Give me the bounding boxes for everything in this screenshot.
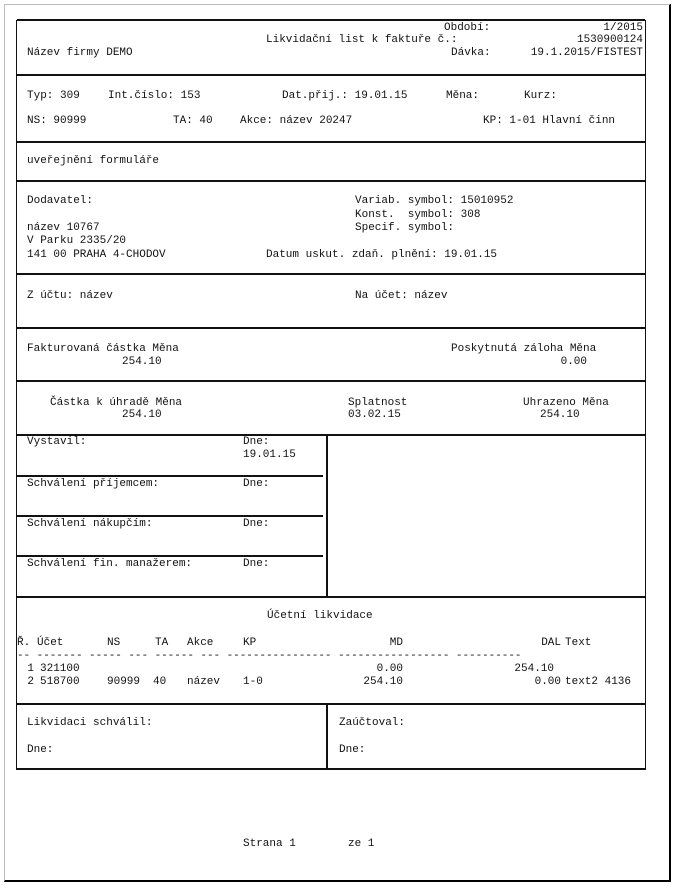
approval-issued-date: 19.01.15	[243, 449, 296, 461]
period-value: 1/2015	[603, 22, 643, 34]
to-pay-value: 254.10	[122, 409, 162, 421]
approvals-divider	[326, 436, 328, 596]
ledger-header-md: MD	[389, 637, 403, 649]
row-kp: 1-0	[243, 676, 263, 688]
approval-finance-date-label: Dne:	[243, 558, 270, 570]
page-number: Strana 1	[243, 838, 296, 850]
konst-symbol: Konst. symbol: 308	[355, 209, 481, 221]
ns-field: NS: 90999	[27, 115, 87, 127]
row-ucet: 518700	[40, 676, 80, 688]
akce-field: Akce: název 20247	[240, 115, 353, 127]
invoiced-amount-value: 254.10	[122, 356, 162, 368]
typ-field: Typ: 309	[27, 90, 80, 102]
rule-approval-2	[17, 515, 323, 517]
row-md: 254.10	[363, 676, 403, 688]
rule-approvals-bottom	[17, 596, 645, 598]
document-title: Likvidační list k faktuře č.:	[266, 34, 458, 46]
specif-symbol: Specif. symbol:	[355, 222, 455, 234]
approval-issued-date-label: Dne:	[243, 436, 270, 448]
rule-info	[17, 141, 645, 143]
document-page	[4, 4, 671, 882]
posted-date-label: Dne:	[339, 744, 366, 756]
due-label: Splatnost	[348, 397, 408, 409]
period-label: Období:	[444, 22, 491, 34]
row-text: text2 4136	[565, 676, 632, 688]
supplier-label: Dodavatel:	[27, 195, 94, 207]
ledger-header-kp: KP	[243, 637, 257, 649]
paid-value: 254.10	[540, 409, 580, 421]
kurz-field: Kurz:	[524, 90, 558, 102]
row-dal: 0.00	[534, 676, 561, 688]
invoice-number: 1530900124	[576, 34, 643, 46]
ledger-title: Účetní likvidace	[267, 610, 373, 622]
ta-field: TA: 40	[173, 115, 213, 127]
rule-accounts	[17, 327, 645, 329]
ledger-header-dal: DAL	[541, 637, 561, 649]
datum-plneni: Datum uskut. zdaň. plnění: 19.01.15	[266, 249, 498, 261]
rule-top	[17, 19, 645, 21]
company-name: Název firmy DEMO	[27, 47, 133, 59]
rule-approval-1	[17, 475, 323, 477]
batch-label: Dávka:	[451, 47, 491, 59]
rule-payment	[17, 434, 645, 436]
kp-field: KP: 1-01 Hlavní činn	[483, 115, 616, 127]
rule-signoff-bottom	[17, 768, 645, 770]
supplier-name: název 10767	[27, 222, 100, 234]
ledger-header-ucet: Účet	[37, 637, 64, 649]
ledger-header-ta: TA	[155, 637, 169, 649]
invoiced-amount-label: Fakturovaná částka Měna	[27, 343, 179, 355]
approval-issued-label: Vystavil:	[27, 436, 87, 448]
rule-description	[17, 180, 645, 182]
rule-ledger-bottom	[17, 703, 645, 705]
row-akce: název	[187, 676, 221, 688]
variab-symbol: Variab. symbol: 15010952	[355, 195, 514, 207]
mena-field: Měna:	[446, 90, 480, 102]
approval-finance-label: Schválení fin. manažerem:	[27, 558, 193, 570]
paid-label: Uhrazeno Měna	[523, 397, 609, 409]
frame-right-border	[645, 20, 646, 770]
approved-by-label: Likvidaci schválil:	[27, 717, 153, 729]
advance-label: Poskytnutá záloha Měna	[451, 343, 597, 355]
ledger-separator: -- ------- ----- --- ------ --- ---------------- ----------------- ----------	[17, 650, 522, 662]
posted-by-label: Zaúčtoval:	[339, 717, 406, 729]
approval-buyer-date-label: Dne:	[243, 518, 270, 530]
signoff-divider	[326, 705, 328, 769]
ledger-header-akce: Akce	[187, 637, 214, 649]
due-value: 03.02.15	[348, 409, 401, 421]
description-text: uveřejnění formuláře	[27, 155, 160, 167]
rule-approval-3	[17, 555, 323, 557]
advance-value: 0.00	[560, 356, 587, 368]
dat-prij-field: Dat.přij.: 19.01.15	[282, 90, 408, 102]
row-ns: 90999	[107, 676, 141, 688]
row-md: 0.00	[376, 663, 403, 675]
ledger-header-ns: NS	[107, 637, 121, 649]
int-cislo-field: Int.číslo: 153	[108, 90, 201, 102]
row-ucet: 321100	[40, 663, 80, 675]
ledger-header-text: Text	[565, 637, 592, 649]
batch-value: 19.1.2015/FISTEST	[530, 47, 643, 59]
approval-recipient-label: Schválení příjemcem:	[27, 478, 160, 490]
page-total: ze 1	[348, 838, 375, 850]
row-number: 2	[27, 676, 34, 688]
approval-buyer-label: Schválení nákupčím:	[27, 518, 153, 530]
to-pay-label: Částka k úhradě Měna	[50, 397, 183, 409]
rule-supplier	[17, 273, 645, 275]
approved-date-label: Dne:	[27, 744, 54, 756]
rule-amounts	[17, 380, 645, 382]
row-dal: 254.10	[514, 663, 554, 675]
approval-recipient-date-label: Dne:	[243, 478, 270, 490]
to-account: Na účet: název	[355, 290, 448, 302]
row-number: 1	[27, 663, 34, 675]
supplier-street: V Parku 2335/20	[27, 235, 127, 247]
supplier-city: 141 00 PRAHA 4-CHODOV	[27, 249, 166, 261]
ledger-header-r: Ř.	[17, 637, 31, 649]
row-ta: 40	[153, 676, 167, 688]
from-account: Z účtu: název	[27, 290, 113, 302]
rule-header	[17, 74, 645, 76]
